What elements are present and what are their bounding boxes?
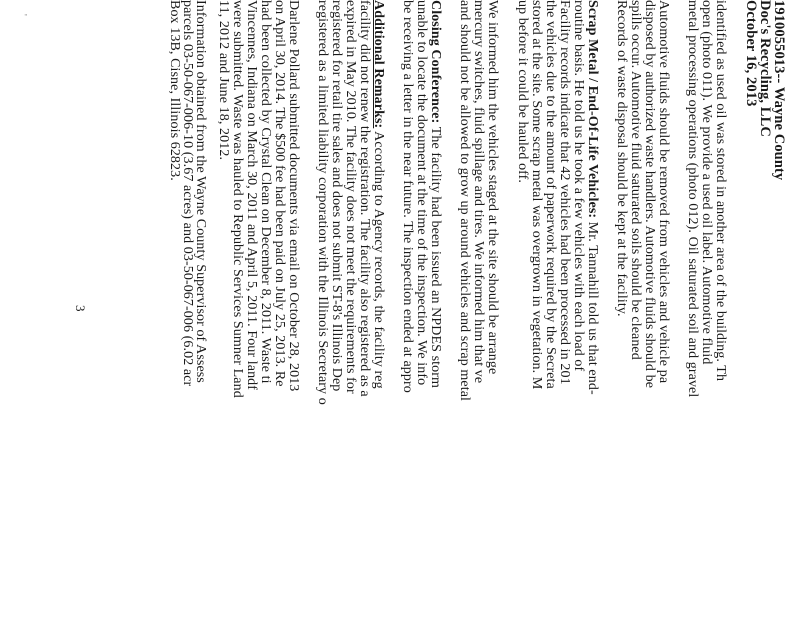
section-heading-closing-conference: Closing Conference: xyxy=(428,0,443,124)
paragraph-line: mercury switches, fluid spillage and tires. We informed him that ve xyxy=(471,0,486,384)
paragraph-line: open (photo 011). We provide a used oil label. Automotive fluid xyxy=(699,0,714,365)
paragraph-line: and should not be allowed to grow up around vehicles and scrap metal xyxy=(457,0,472,402)
paragraph-line: the vehicles due to the amount of paperwork required by the Secreta xyxy=(543,0,558,389)
paragraph-line: expired in May 2010. The facility does not meet the requirements for xyxy=(343,0,358,394)
paragraph-line: Darlene Pollard submitted documents via email on October 28, 2013 xyxy=(286,0,301,392)
paragraph-line: registered for retail tire sales and does not submit ST-8's Illinois Dep xyxy=(329,0,344,392)
paragraph-text: According to Agency records, the facility reg xyxy=(371,128,386,389)
paragraph-line xyxy=(371,0,385,389)
paragraph-line: registered as a limited liability corporation with the Illinois Secretary o xyxy=(315,0,330,405)
paragraph-line: up before it could be hauled off. xyxy=(515,0,530,184)
paragraph-line xyxy=(428,0,442,388)
paragraph-line: Box 13B, Cisne, Illinois 62823. xyxy=(167,0,182,181)
paragraph-line: spills occur. Automotive fluid saturated soils should be cleaned xyxy=(628,0,643,360)
paragraph-line: metal processing operations (photo 012). Oil saturated soil and gravel xyxy=(685,0,700,398)
paragraph-line: Information obtained from the Wayne County Supervisor of Assess xyxy=(193,0,208,383)
header-case-number: 1910055013-- Wayne County xyxy=(771,0,787,181)
paragraph-line: had been collected by Crystal Clean on December 8, 2011. Waste ti xyxy=(258,0,273,384)
paragraph-line: stored at the site. Some scrap metal was overgrown in vegetation. M xyxy=(529,0,544,390)
paragraph-line: routine basis. He told us he took a few vehicles with each load of xyxy=(571,0,586,372)
header-date: October 16, 2013 xyxy=(743,0,759,107)
section-heading-additional-remarks: Additional Remarks: xyxy=(371,0,386,129)
scan-mark: ' xyxy=(17,14,28,16)
paragraph-line: Records of waste disposal should be kept at the facility. xyxy=(614,0,629,317)
paragraph-line: We informed him the vehicles staged at the site should be arrange xyxy=(485,0,500,375)
paragraph-line: were submitted. Waste was hauled to Republic Services Sumner Land xyxy=(230,0,245,398)
page-number: 3 xyxy=(73,305,88,312)
paragraph-line: be receiving a letter in the near future. The inspection ended at appro xyxy=(400,0,415,393)
paragraph-line: 11, 2012 and June 18, 2012. xyxy=(216,0,231,161)
paragraph-text: Mr. Tannahill told us that end- xyxy=(585,218,600,395)
section-heading-scrap-metal: Scrap Metal / End-Of-Life Vehicles: xyxy=(585,0,600,219)
paragraph-line: on April 30, 2014. The $500 fee had been paid on July 25, 2013. Re xyxy=(272,0,287,387)
paragraph-line: Facility records indicate that 42 vehicles had been processed in 201 xyxy=(557,0,572,385)
header-facility-name: Doc's Recycling, LLC xyxy=(757,0,773,137)
paragraph-line: parcels 03-50-067-006-10 (3.67 acres) and 03-50-067-006 (6.02 acr xyxy=(180,0,195,387)
paragraph-line: Vincennes, Indiana on March 30, 2011 and April 5, 2011. Four landf xyxy=(244,0,259,391)
paragraph-line: unable to locate the document at the time of the inspection. We info xyxy=(414,0,429,386)
paragraph-line: identified as used oil was stored in another area of the building. Th xyxy=(713,0,728,382)
paragraph-line xyxy=(585,0,599,395)
paragraph-line: Automotive fluids should be removed from vehicles and vehicle pa xyxy=(656,0,671,384)
paragraph-text: The facility had been issued an NPDES storm xyxy=(428,123,443,389)
paragraph-line: facility did not renew the registration. The facility also registered as a xyxy=(357,0,372,397)
paragraph-line: disposed by authorized waste handlers. Automotive fluids should be xyxy=(642,0,657,389)
